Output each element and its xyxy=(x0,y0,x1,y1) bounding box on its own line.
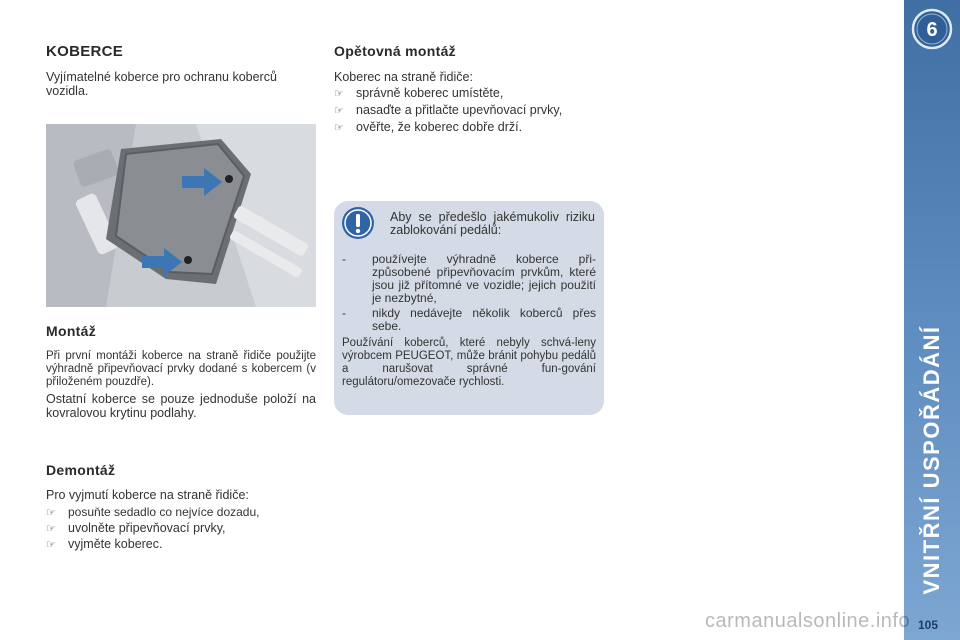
warning-item: - používejte výhradně koberce při-způsobené připevňovacím prvkům, které jsou již přítomné ve vozidle; jejich použití je nezbytné, xyxy=(342,252,596,305)
list-item: ☞ vyjměte koberec. xyxy=(46,537,163,551)
pointing-hand-icon: ☞ xyxy=(334,105,344,117)
page-number: 105 xyxy=(918,618,939,632)
demontaz-title: Demontáž xyxy=(46,462,116,478)
warning-icon xyxy=(341,206,375,240)
section-title: KOBERCE xyxy=(46,43,124,60)
list-item: ☞ posuňte sedadlo co nejvíce dozadu, xyxy=(46,505,260,519)
chapter-number: 6 xyxy=(926,19,938,41)
reinstall-title: Opětovná montáž xyxy=(334,43,456,59)
pointing-hand-icon: ☞ xyxy=(334,122,344,134)
reinstall-intro: Koberec na straně řidiče: xyxy=(334,70,473,84)
chapter-title: VNITŘNÍ USPOŘÁDÁNÍ xyxy=(919,325,944,595)
chapter-badge xyxy=(909,6,955,52)
pointing-hand-icon: ☞ xyxy=(46,539,56,551)
montaz-text-2: Ostatní koberce se pouze jednoduše položí na kovralovou krytinu podlahy. xyxy=(46,392,316,420)
warning-item: - nikdy nedávejte několik koberců přes sebe. xyxy=(342,306,596,333)
floor-mat-illustration xyxy=(46,124,316,307)
watermark: carmanualsonline.info xyxy=(705,610,911,632)
warning-intro: Aby se předešlo jakémukoliv riziku zablokování pedálů: xyxy=(390,210,595,237)
pointing-hand-icon: ☞ xyxy=(46,523,56,535)
list-item: ☞ uvolněte připevňovací prvky, xyxy=(46,521,226,535)
list-item: ☞ správně koberec umístěte, xyxy=(334,86,504,100)
montaz-text: Při první montáži koberce na straně řidiče použijte výhradně připevňovací prvky dodané s kobercem (v přiloženém pouzdře). xyxy=(46,350,316,388)
list-item: ☞ ověřte, že koberec dobře drží. xyxy=(334,120,523,134)
pointing-hand-icon: ☞ xyxy=(46,507,56,519)
pointing-hand-icon: ☞ xyxy=(334,88,344,100)
warning-box xyxy=(334,201,604,415)
list-item: ☞ nasaďte a přitlačte upevňovací prvky, xyxy=(334,103,563,117)
montaz-title: Montáž xyxy=(46,323,97,339)
floor-mat-photo xyxy=(46,124,316,307)
demontaz-intro: Pro vyjmutí koberce na straně řidiče: xyxy=(46,488,249,502)
warning-note: Používání koberců, které nebyly schvá-leny výrobcem PEUGEOT, může bránit pohybu pedálů a narušovat správné fun-gování regulátoru/omezovače rychlosti. xyxy=(342,337,596,388)
intro-text: Vyjímatelné koberce pro ochranu koberců vozidla. xyxy=(46,70,277,98)
